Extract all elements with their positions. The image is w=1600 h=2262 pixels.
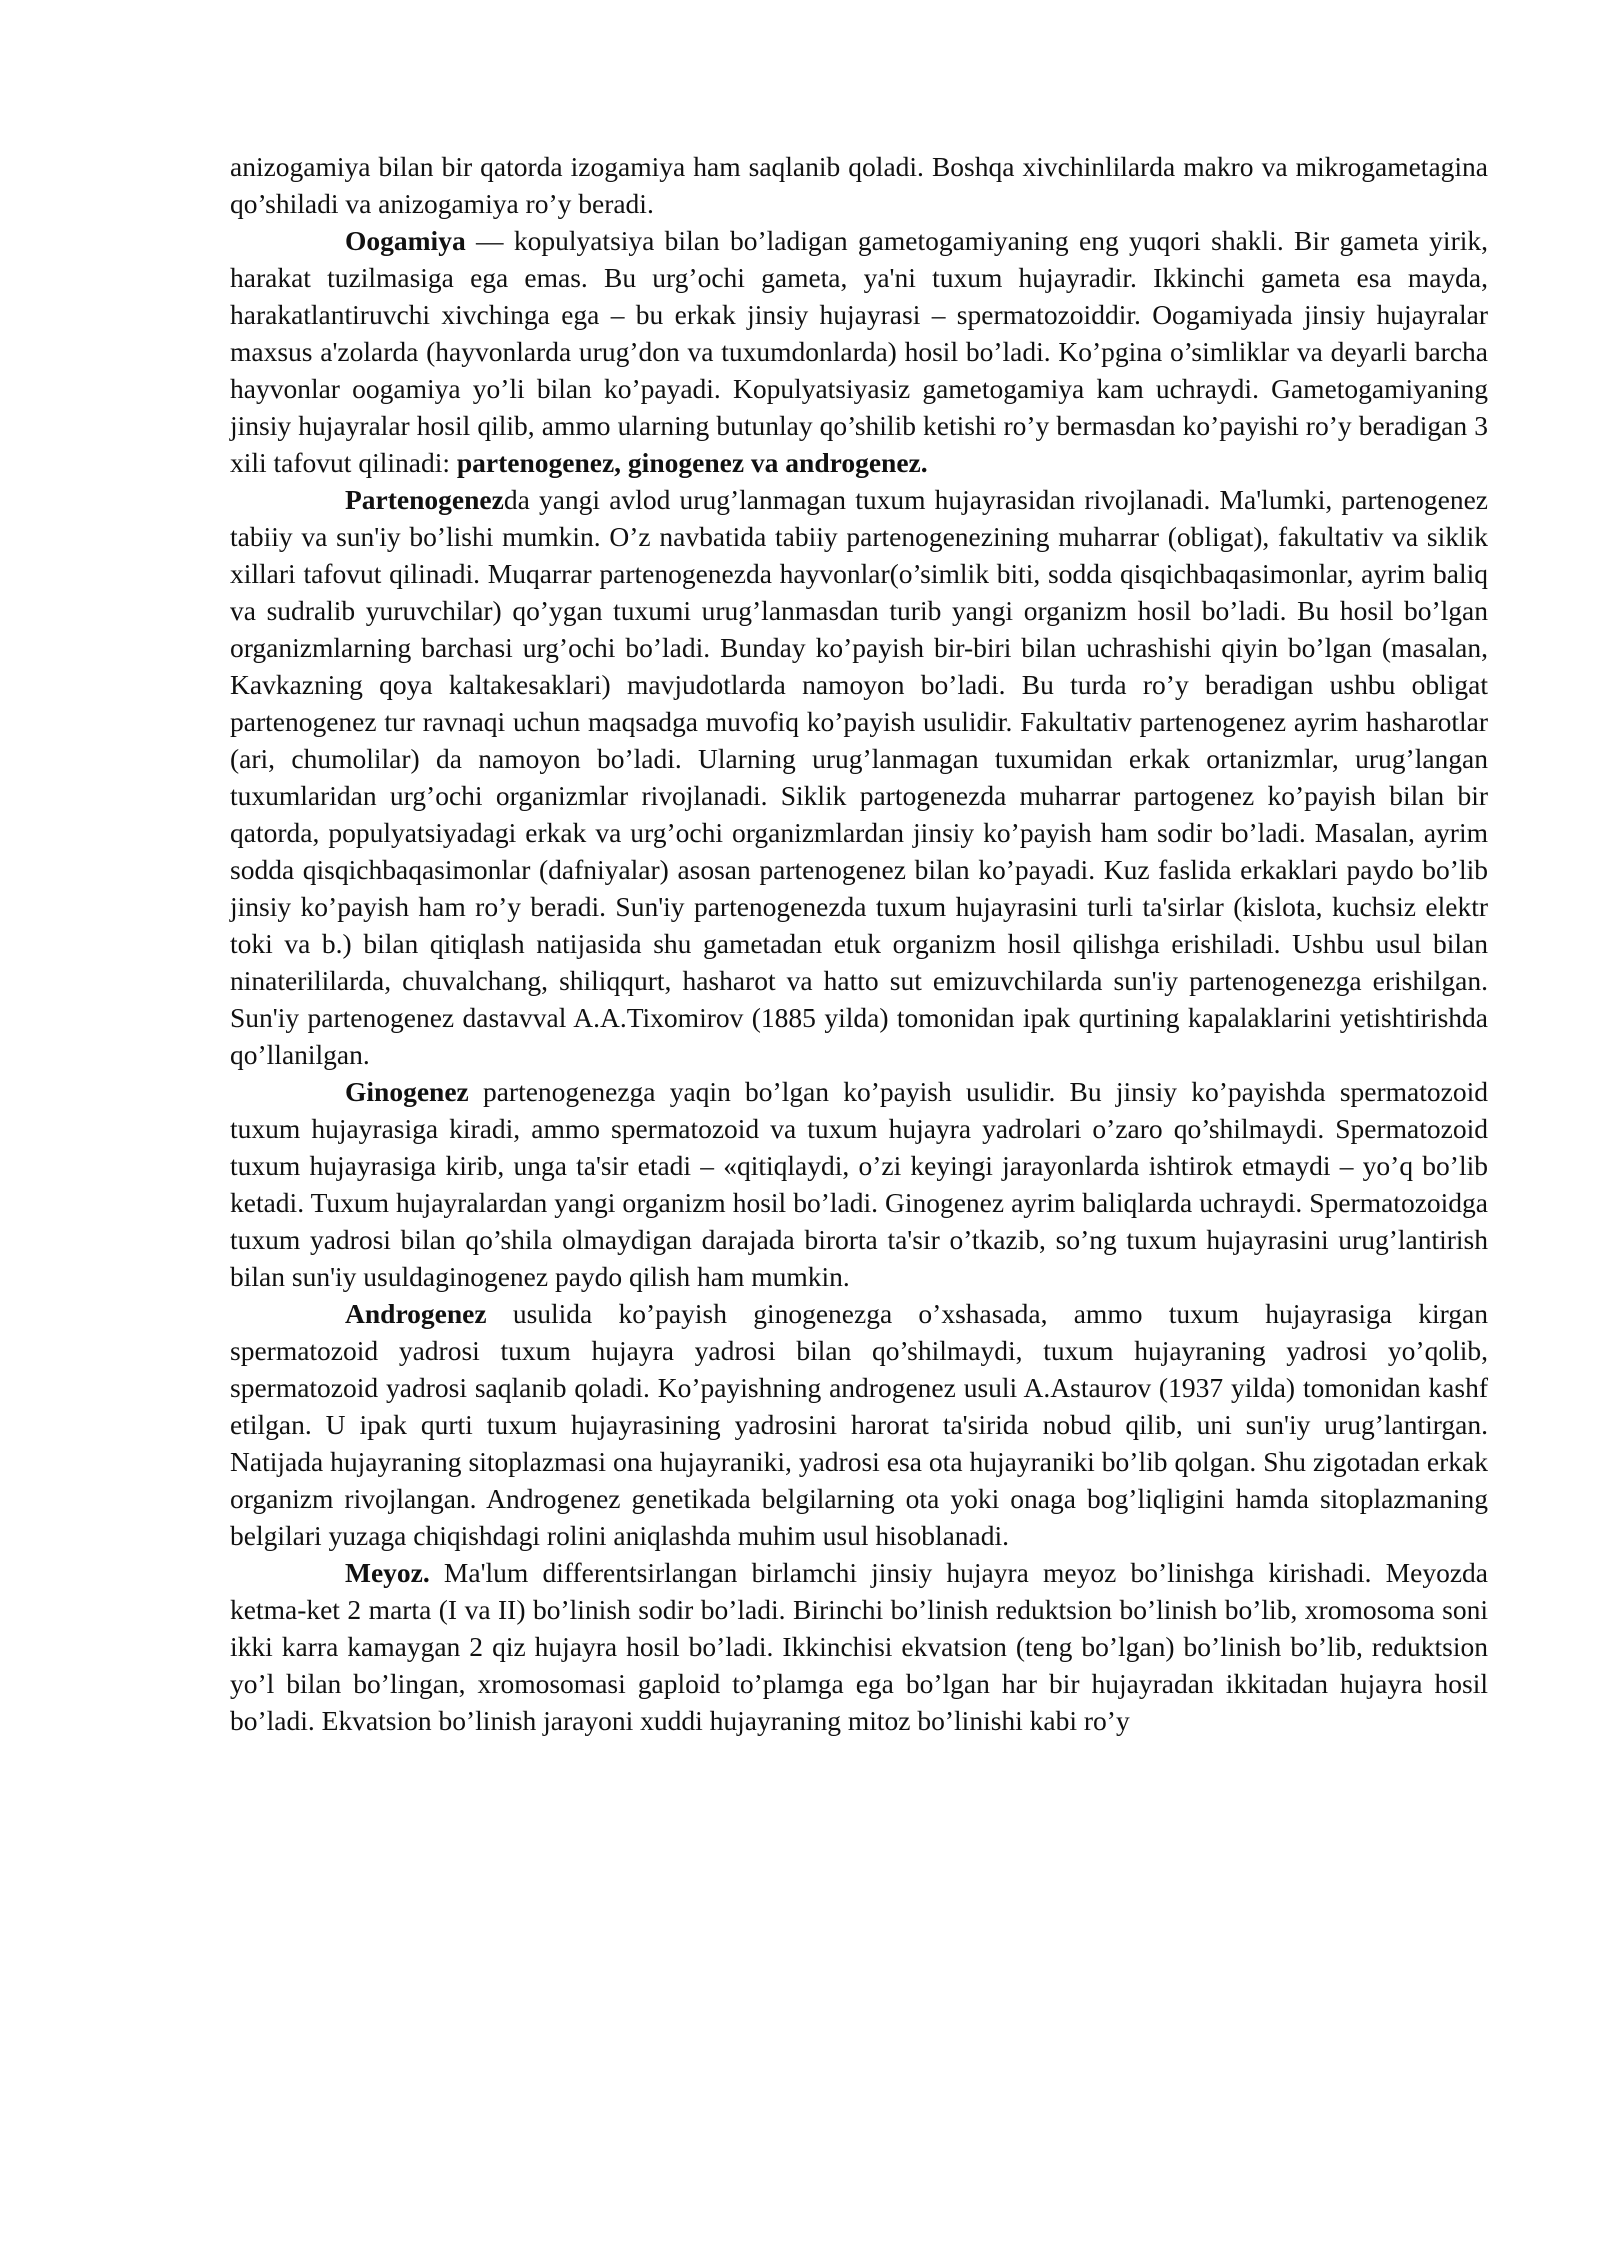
term-ginogenez: Ginogenez <box>345 1076 469 1107</box>
document-page <box>230 148 1488 1739</box>
term-oogamiya: Oogamiya <box>345 225 466 256</box>
paragraph-partenogenez <box>230 481 1488 1073</box>
term-androgenez: Androgenez <box>345 1298 487 1329</box>
paragraph-oogamiya <box>230 222 1488 481</box>
term-meyoz: Meyoz. <box>345 1557 430 1588</box>
paragraph-meyoz <box>230 1554 1488 1739</box>
paragraph-text: — kopulyatsiya bilan bo’ladigan gametogamiyaning eng yuqori shakli. Bir gameta yirik, harakat tuzilmasiga ega emas. Bu urg’ochi gameta, ya'ni tuxum hujayradir. Ikkinchi gameta esa mayda, harakatlantiruvchi xivchinga ega – bu erkak jinsiy hujayrasi – spermatozoiddir. Oogamiyada jinsiy hujayralar maxsus a'zolarda (hayvonlarda urug’don va tuxumdonlarda) hosil bo’ladi. Ko’pgina o’simliklar va deyarli barcha hayvonlar oogamiya yo’li bilan ko’payadi. Kopulyatsiyasiz gametogamiya kam uchraydi. Gametogamiyaning jinsiy hujayralar hosil qilib, ammo ularning butunlay qo’shilib ketishi ro’y bermasdan ko’payishi ro’y beradigan 3 xili tafovut qilinadi: <box>230 225 1488 478</box>
paragraph-text: partenogenezga yaqin bo’lgan ko’payish usulidir. Bu jinsiy ko’payishda spermatozoid tuxum hujayrasiga kiradi, ammo spermatozoid va tuxum hujayra yadrolari o’zaro qo’shilmaydi. Spermatozoid tuxum hujayrasiga kirib, unga ta'sir etadi – «qitiqlaydi, o’zi keyingi jarayonlarda ishtirok etmaydi – yo’q bo’lib ketadi. Tuxum hujayralardan yangi organizm hosil bo’ladi. Ginogenez ayrim baliqlarda uchraydi. Spermatozoidga tuxum yadrosi bilan qo’shila olmaydigan darajada birorta ta'sir o’tkazib, so’ng tuxum hujayrasini urug’lantirish bilan sun'iy usuldaginogenez paydo qilish ham mumkin. <box>230 1076 1488 1292</box>
paragraph-text: da yangi avlod urug’lanmagan tuxum hujayrasidan rivojlanadi. Ma'lumki, partenogenez tabiiy va sun'iy bo’lishi mumkin. O’z navbatida tabiiy partenogenezining muharrar (obligat), fakultativ va siklik xillari tafovut qilinadi. Muqarrar partenogenezda hayvonlar(o’simlik biti, sodda qisqichbaqasimonlar, ayrim baliq va sudralib yuruvchilar) qo’ygan tuxumi urug’lanmasdan turib yangi organizm hosil bo’ladi. Bu hosil bo’lgan organizmlarning barchasi urg’ochi bo’ladi. Bunday ko’payish bir-biri bilan uchrashishi qiyin bo’lgan (masalan, Kavkazning qoya kaltakesaklari) mavjudotlarda namoyon bo’ladi. Bu turda ro’y beradigan ushbu obligat partenogenez tur ravnaqi uchun maqsadga muvofiq ko’payish usulidir. Fakultativ partenogenez ayrim hasharotlar (ari, chumolilar) da namoyon bo’ladi. Ularning urug’lanmagan tuxumidan erkak ortanizmlar, urug’langan tuxumlaridan urg’ochi organizmlar rivojlanadi. Siklik partogenezda muharrar partogenez ko’payish bilan bir qatorda, populyatsiyadagi erkak va urg’ochi organizmlardan jinsiy ko’payish ham sodir bo’ladi. Masalan, ayrim sodda qisqichbaqasimonlar (dafniyalar) asosan partenogenez bilan ko’payadi. Kuz faslida erkaklari paydo bo’lib jinsiy ko’payish ham ro’y beradi. Sun'iy partenogenezda tuxum hujayrasini turli ta'sirlar (kislota, kuchsiz elektr toki va b.) bilan qitiqlash natijasida shu gametadan etuk organizm hosil qilishga erishiladi. Ushbu usul bilan ninaterililarda, chuvalchang, shiliqqurt, hasharot va hatto sut emizuvchilarda sun'iy partenogenezga erishilgan. Sun'iy partenogenez dastavval A.A.Tixomirov (1885 yilda) tomonidan ipak qurtining kapalaklarini yetishtirishda qo’llanilgan. <box>230 484 1488 1070</box>
paragraph-ginogenez <box>230 1073 1488 1295</box>
term-list-bold: partenogenez, ginogenez va androgenez. <box>456 447 928 478</box>
term-partenogenez: Partenogenez <box>345 484 504 515</box>
paragraph-text: usulida ko’payish ginogenezga o’xshasada, ammo tuxum hujayrasiga kirgan spermatozoid yadrosi tuxum hujayra yadrosi bilan qo’shilmaydi, tuxum hujayraning yadrosi yo’qolib, spermatozoid yadrosi saqlanib qoladi. Ko’payishning androgenez usuli A.Astaurov (1937 yilda) tomonidan kashf etilgan. U ipak qurti tuxum hujayrasining yadrosini harorat ta'sirida nobud qilib, uni sun'iy urug’lantirgan. Natijada hujayraning sitoplazmasi ona hujayraniki, yadrosi esa ota hujayraniki bo’lib qolgan. Shu zigotadan erkak organizm rivojlangan. Androgenez genetikada belgilarning ota yoki onaga bog’liqligini hamda sitoplazmaning belgilari yuzaga chiqishdagi rolini aniqlashda muhim usul hisoblanadi. <box>230 1298 1488 1551</box>
paragraph-androgenez <box>230 1295 1488 1554</box>
paragraph-continuation <box>230 148 1488 222</box>
paragraph-text: anizogamiya bilan bir qatorda izogamiya ham saqlanib qoladi. Boshqa xivchinlilarda makro va mikrogametagina qo’shiladi va anizogamiya ro’y beradi. <box>230 151 1488 219</box>
paragraph-text: Ma'lum differentsirlangan birlamchi jinsiy hujayra meyoz bo’linishga kirishadi. Meyozda ketma-ket 2 marta (I va II) bo’linish sodir bo’ladi. Birinchi bo’linish reduktsion bo’linish bo’lib, xromosoma soni ikki karra kamaygan 2 qiz hujayra hosil bo’ladi. Ikkinchisi ekvatsion (teng bo’lgan) bo’linish bo’lib, reduktsion yo’l bilan bo’lingan, xromosomasi gaploid to’plamga ega bo’lgan har bir hujayradan ikkitadan hujayra hosil bo’ladi. Ekvatsion bo’linish jarayoni xuddi hujayraning mitoz bo’linishi kabi ro’y <box>230 1557 1488 1736</box>
